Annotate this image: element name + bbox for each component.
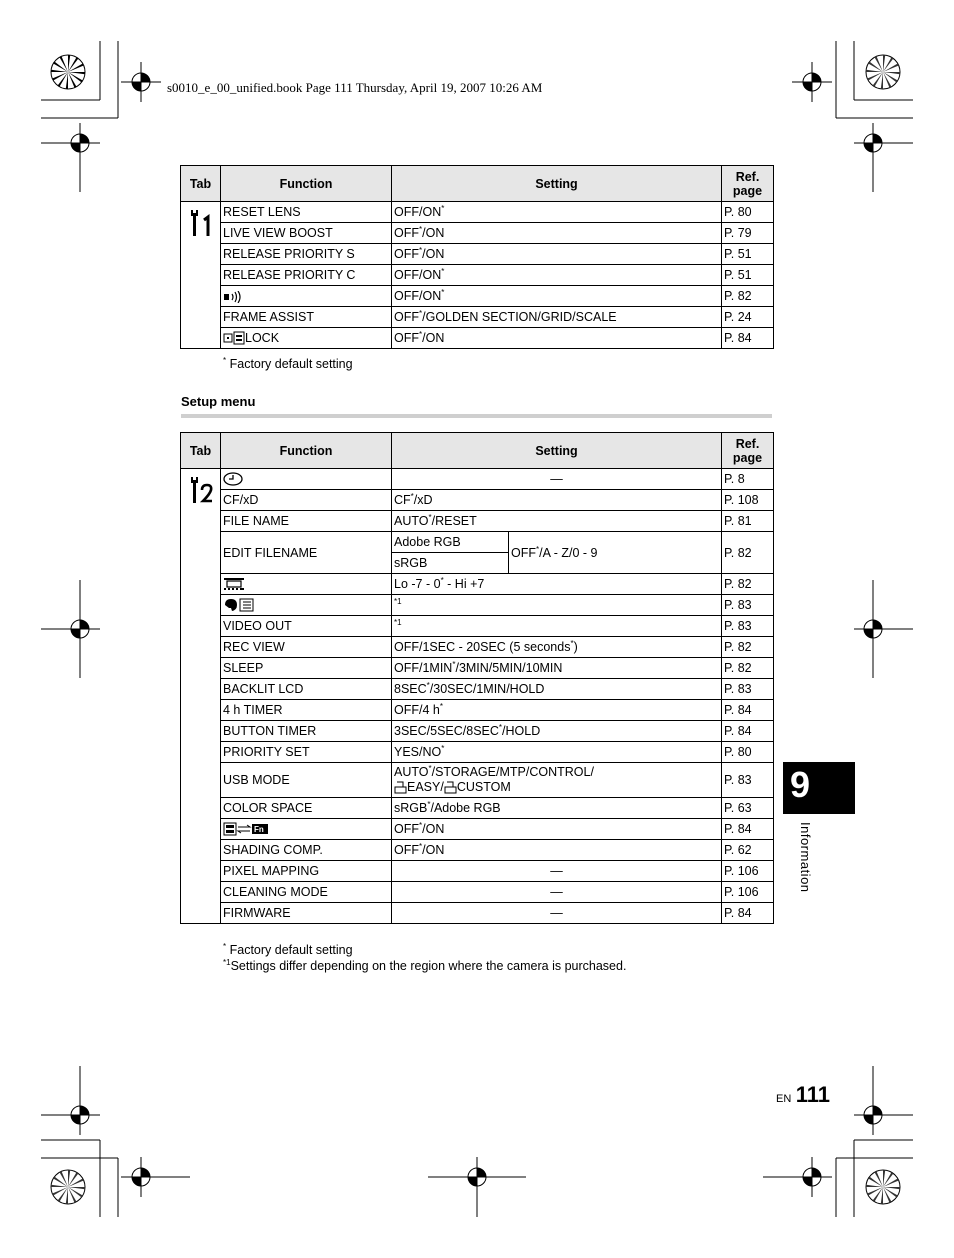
- footnote-mark: *1: [394, 597, 402, 606]
- setting-cell: —: [392, 903, 722, 924]
- setup-menu-table: [180, 432, 774, 924]
- chapter-number: 9: [790, 764, 811, 805]
- page-number: EN 111: [776, 1082, 831, 1107]
- setting-value: YES/NO: [394, 745, 442, 759]
- table-row: [181, 532, 774, 553]
- chapter-label: Information: [798, 822, 813, 893]
- setting-value: AUTO: [394, 514, 429, 528]
- ref-cell: P. 82: [722, 286, 774, 307]
- section-divider: [181, 414, 772, 418]
- wrench-1-tab-icon: [188, 208, 214, 238]
- table-row: [181, 903, 774, 924]
- clock-icon: [223, 472, 243, 486]
- setting-cell: 8SEC*/30SEC/1MIN/HOLD: [392, 679, 722, 700]
- footnote-mark: *: [570, 639, 574, 648]
- table-row: [181, 286, 774, 307]
- ref-cell: P. 81: [722, 511, 774, 532]
- ref-cell: P. 82: [722, 658, 774, 679]
- table-row: [181, 840, 774, 861]
- footnote-mark: *: [419, 246, 423, 255]
- function-cell: [221, 574, 392, 595]
- ref-cell: P. 106: [722, 882, 774, 903]
- setting-cell: [392, 286, 722, 307]
- beep-icon: [223, 291, 243, 303]
- ref-page-header: Ref. page: [722, 166, 774, 202]
- table1-footnote: * Factory default setting: [223, 356, 353, 371]
- table-row: [181, 574, 774, 595]
- footnote-mark: *: [410, 492, 414, 501]
- setting-cell: [392, 265, 722, 286]
- function-cell: LIVE VIEW BOOST: [221, 223, 392, 244]
- footnote-mark: *: [419, 821, 423, 830]
- function-cell: RELEASE PRIORITY S: [221, 244, 392, 265]
- footnote-mark: *: [498, 723, 503, 732]
- function-header: Function: [221, 166, 392, 202]
- ref-cell: P. 106: [722, 861, 774, 882]
- setting-cell: [392, 616, 722, 637]
- table-row: [181, 721, 774, 742]
- print-icon: [394, 781, 407, 794]
- footnote-mark: *: [441, 204, 445, 213]
- setting-header: Setting: [392, 433, 722, 469]
- tab-header: Tab: [181, 433, 221, 469]
- tab-cell: [181, 469, 221, 924]
- table-row: [181, 742, 774, 763]
- ref-cell: P. 62: [722, 840, 774, 861]
- table-row: [181, 658, 774, 679]
- book-info-header: s0010_e_00_unified.book Page 111 Thursday, April 19, 2007 10:26 AM: [167, 80, 543, 95]
- table-row: [181, 882, 774, 903]
- function-cell: [221, 286, 392, 307]
- language-icon: [223, 598, 255, 612]
- setting-value: 8SEC: [394, 682, 427, 696]
- ref-cell: P. 51: [722, 265, 774, 286]
- setting-value: OFF: [394, 822, 419, 836]
- setting-cell: sRGB*/Adobe RGB: [392, 798, 722, 819]
- footnote-mark: *: [419, 225, 423, 234]
- ref-cell: P. 83: [722, 616, 774, 637]
- table-row: [181, 490, 774, 511]
- table-row: [181, 307, 774, 328]
- subsetting-cell: Adobe RGB: [392, 532, 509, 553]
- setting-value: OFF/ON: [394, 205, 442, 219]
- setting-cell: OFF*/ON: [392, 223, 722, 244]
- brightness-icon: [223, 577, 245, 591]
- setting-value: OFF: [394, 310, 419, 324]
- tab-header: Tab: [181, 166, 221, 202]
- function-cell: EDIT FILENAME: [221, 532, 392, 574]
- table-header-row: [181, 166, 774, 202]
- setting-cell: OFF*/ON: [392, 819, 722, 840]
- ref-cell: P. 84: [722, 819, 774, 840]
- footnote-mark: *: [441, 744, 445, 753]
- footnote-mark: *: [427, 800, 431, 809]
- table-row: [181, 244, 774, 265]
- footnote-mark: *: [441, 288, 445, 297]
- ref-cell: P. 83: [722, 595, 774, 616]
- ref-cell: P. 84: [722, 903, 774, 924]
- function-cell: FILE NAME: [221, 511, 392, 532]
- ref-cell: P. 84: [722, 328, 774, 349]
- function-cell: CF/xD: [221, 490, 392, 511]
- table-row: [181, 223, 774, 244]
- ref-cell: P. 83: [722, 763, 774, 798]
- ref-cell: P. 84: [722, 721, 774, 742]
- function-cell: [221, 595, 392, 616]
- setting-cell: OFF/1MIN*/3MIN/5MIN/10MIN: [392, 658, 722, 679]
- footnote-mark: *: [419, 330, 423, 339]
- svg-text:Fn: Fn: [254, 825, 264, 835]
- function-cell: VIDEO OUT: [221, 616, 392, 637]
- setting-cell: OFF/1SEC - 20SEC (5 seconds*): [392, 637, 722, 658]
- function-cell: RELEASE PRIORITY C: [221, 265, 392, 286]
- function-cell: LOCK: [221, 328, 392, 349]
- lock-dial-icon: [223, 331, 245, 345]
- function-header: Function: [221, 433, 392, 469]
- footnote-mark: *: [419, 309, 423, 318]
- setting-cell: [392, 202, 722, 223]
- setting-value: Lo -7 - 0: [394, 577, 441, 591]
- wrench-2-tab-icon: [188, 475, 214, 505]
- setting-cell: OFF*/ON: [392, 328, 722, 349]
- function-cell: BACKLIT LCD: [221, 679, 392, 700]
- setting-cell: [392, 742, 722, 763]
- table-row: [181, 595, 774, 616]
- ref-cell: P. 79: [722, 223, 774, 244]
- ref-page-header: Ref. page: [722, 433, 774, 469]
- setting-value: sRGB: [394, 801, 428, 815]
- setting-value: CF: [394, 493, 411, 507]
- table2-footnote-1: * Factory default setting: [223, 942, 353, 957]
- section-title: Setup menu: [181, 394, 256, 409]
- function-cell: PIXEL MAPPING: [221, 861, 392, 882]
- setting-cell: —: [392, 861, 722, 882]
- function-cell: SLEEP: [221, 658, 392, 679]
- function-cell: COLOR SPACE: [221, 798, 392, 819]
- table-row: [181, 469, 774, 490]
- ael-afl-fn-icon: [223, 822, 269, 836]
- print-icon: [444, 781, 457, 794]
- table-header-row: [181, 433, 774, 469]
- table-row: [181, 861, 774, 882]
- setting-value: OFF/ON: [394, 268, 442, 282]
- table2-footnote-2: $^{*1}$Settings differ depending on the region where the camera is purchased.: [223, 958, 627, 973]
- function-cell: PRIORITY SET: [221, 742, 392, 763]
- table-row: [181, 265, 774, 286]
- function-cell: BUTTON TIMER: [221, 721, 392, 742]
- table-row: [181, 819, 774, 840]
- function-cell: USB MODE: [221, 763, 392, 798]
- setting-cell: AUTO*/STORAGE/MTP/CONTROL/ EASY/ CUSTOM: [392, 763, 722, 798]
- setting-cell: —: [392, 469, 722, 490]
- setting-cell: —: [392, 882, 722, 903]
- footnote-mark: *: [428, 513, 432, 522]
- setting-value: OFF: [394, 843, 419, 857]
- function-cell: [221, 469, 392, 490]
- custom-menu-table: [180, 165, 774, 349]
- table-row: [181, 328, 774, 349]
- footnote-mark: *1: [394, 618, 402, 627]
- ref-cell: P. 80: [722, 742, 774, 763]
- footnote-mark: *: [419, 842, 423, 851]
- setting-value: 3SEC/5SEC/8SEC: [394, 724, 499, 738]
- setting-value: OFF/1SEC - 20SEC (5 seconds: [394, 640, 571, 654]
- ref-cell: P. 84: [722, 700, 774, 721]
- ref-cell: P. 82: [722, 637, 774, 658]
- setting-cell: CF*/xD: [392, 490, 722, 511]
- table-row: [181, 679, 774, 700]
- footnote-mark: *: [439, 702, 443, 711]
- setting-cell: OFF*/ON: [392, 244, 722, 265]
- setting-value: OFF/1MIN: [394, 661, 453, 675]
- table-row: [181, 798, 774, 819]
- ref-cell: P. 24: [722, 307, 774, 328]
- setting-cell: OFF*/ON: [392, 840, 722, 861]
- setting-value: OFF: [394, 226, 419, 240]
- ref-cell: P. 51: [722, 244, 774, 265]
- table-row: [181, 700, 774, 721]
- setting-value: OFF: [394, 331, 419, 345]
- footnote-mark: *: [452, 660, 456, 669]
- table-row: [181, 511, 774, 532]
- function-cell: FRAME ASSIST: [221, 307, 392, 328]
- function-cell: REC VIEW: [221, 637, 392, 658]
- function-cell: CLEANING MODE: [221, 882, 392, 903]
- setting-header: Setting: [392, 166, 722, 202]
- setting-cell: OFF*/A - Z/0 - 9: [509, 532, 722, 574]
- function-cell: RESET LENS: [221, 202, 392, 223]
- setting-value: OFF/4 h: [394, 703, 440, 717]
- function-cell: SHADING COMP.: [221, 840, 392, 861]
- setting-cell: AUTO*/RESET: [392, 511, 722, 532]
- ref-cell: P. 82: [722, 532, 774, 574]
- table-row: [181, 763, 774, 798]
- setting-cell: Lo -7 - 0* - Hi +7: [392, 574, 722, 595]
- subsetting-cell: sRGB: [392, 553, 509, 574]
- table-row: [181, 637, 774, 658]
- table-row: [181, 202, 774, 223]
- function-cell: [221, 819, 392, 840]
- footnote-mark: *: [426, 681, 430, 690]
- ref-cell: P. 82: [722, 574, 774, 595]
- footnote-mark: *: [441, 267, 445, 276]
- ref-cell: P. 108: [722, 490, 774, 511]
- ref-cell: P. 8: [722, 469, 774, 490]
- tab-cell: [181, 202, 221, 349]
- ref-cell: P. 83: [722, 679, 774, 700]
- table-row: [181, 616, 774, 637]
- setting-cell: OFF*/GOLDEN SECTION/GRID/SCALE: [392, 307, 722, 328]
- ref-cell: P. 80: [722, 202, 774, 223]
- function-cell: FIRMWARE: [221, 903, 392, 924]
- setting-cell: [392, 700, 722, 721]
- setting-cell: 3SEC/5SEC/8SEC*/HOLD: [392, 721, 722, 742]
- setting-value: OFF: [394, 247, 419, 261]
- setting-value: OFF/ON: [394, 289, 442, 303]
- footnote-mark: *: [440, 576, 444, 585]
- function-cell: 4 h TIMER: [221, 700, 392, 721]
- setting-cell: [392, 595, 722, 616]
- ref-cell: P. 63: [722, 798, 774, 819]
